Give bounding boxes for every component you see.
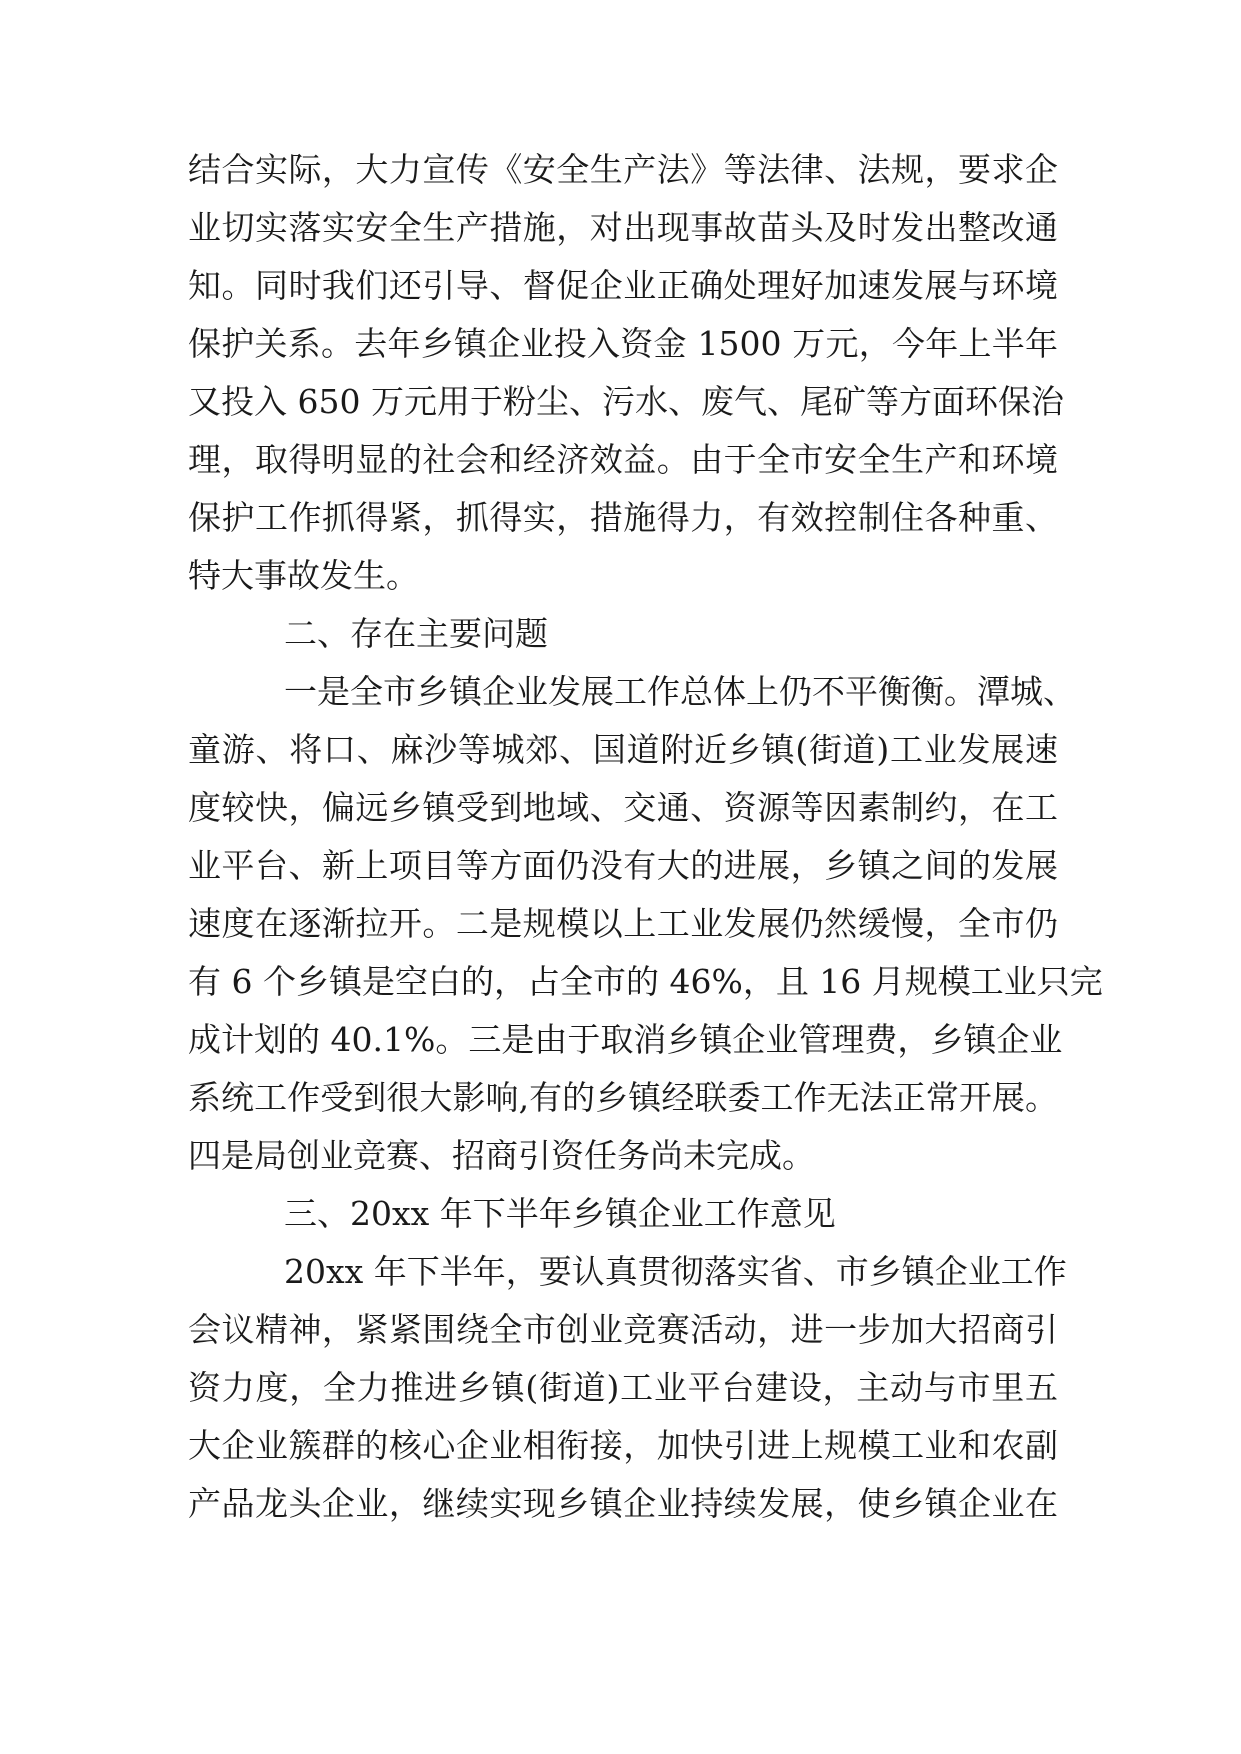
text-line: 一是全市乡镇企业发展工作总体上仍不平衡衡。潭城、 [284, 672, 1076, 711]
text-line: 业切实落实安全生产措施，对出现事故苗头及时发出整改通 [188, 208, 1058, 247]
text-line: 产品龙头企业，继续实现乡镇企业持续发展，使乡镇企业在 [188, 1484, 1058, 1523]
text-line: 童游、将口、麻沙等城郊、国道附近乡镇(街道)工业发展速 [188, 730, 1058, 769]
text-line: 速度在逐渐拉开。二是规模以上工业发展仍然缓慢，全市仍 [188, 904, 1058, 943]
text-line: 20xx 年下半年，要认真贯彻落实省、市乡镇企业工作 [284, 1252, 1067, 1291]
text-line: 保护关系。去年乡镇企业投入资金 1500 万元，今年上半年 [188, 324, 1058, 363]
text-line: 知。同时我们还引导、督促企业正确处理好加速发展与环境 [188, 266, 1058, 305]
text-line: 理，取得明显的社会和经济效益。由于全市安全生产和环境 [188, 440, 1058, 479]
text-line: 度较快，偏远乡镇受到地域、交通、资源等因素制约，在工 [188, 788, 1058, 827]
section-heading: 三、20xx 年下半年乡镇企业工作意见 [284, 1194, 836, 1233]
text-line: 四是局创业竞赛、招商引资任务尚未完成。 [188, 1136, 815, 1175]
text-line: 资力度，全力推进乡镇(街道)工业平台建设，主动与市里五 [188, 1368, 1058, 1407]
text-line: 业平台、新上项目等方面仍没有大的进展，乡镇之间的发展 [188, 846, 1058, 885]
text-line: 保护工作抓得紧，抓得实，措施得力，有效控制住各种重、 [188, 498, 1058, 537]
text-line: 成计划的 40.1%。三是由于取消乡镇企业管理费，乡镇企业 [188, 1020, 1063, 1059]
text-line: 又投入 650 万元用于粉尘、污水、废气、尾矿等方面环保治 [188, 382, 1064, 421]
text-line: 会议精神，紧紧围绕全市创业竞赛活动，进一步加大招商引 [188, 1310, 1058, 1349]
section-heading: 二、存在主要问题 [284, 614, 548, 653]
text-line: 有 6 个乡镇是空白的，占全市的 46%，且 16 月规模工业只完 [188, 962, 1103, 1001]
text-line: 系统工作受到很大影响,有的乡镇经联委工作无法正常开展。 [188, 1078, 1058, 1117]
text-line: 结合实际，大力宣传《安全生产法》等法律、法规，要求企 [188, 150, 1058, 189]
text-line: 大企业簇群的核心企业相衔接，加快引进上规模工业和农副 [188, 1426, 1058, 1465]
text-line: 特大事故发生。 [188, 556, 419, 595]
